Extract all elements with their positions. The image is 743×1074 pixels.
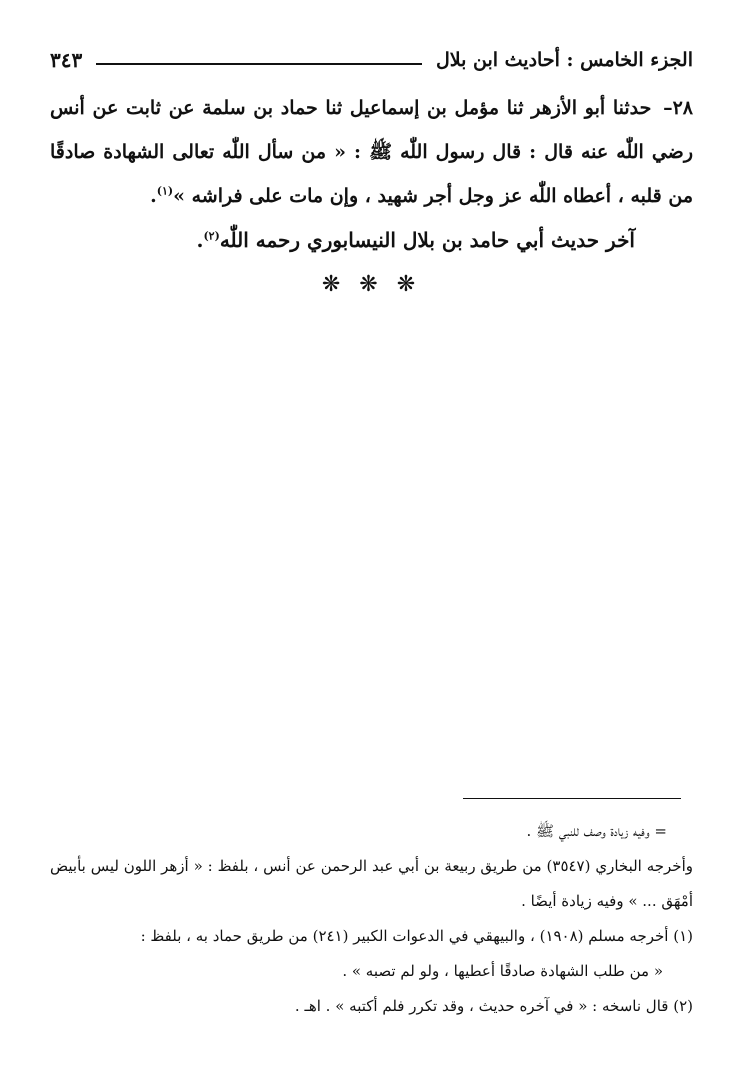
header-rule [96,63,422,65]
footnote-continuation-1: = وفيه زيادة وصف للنبي ﷺ . [526,822,667,840]
page-header [50,44,693,76]
closing-line [50,218,693,262]
hadith-text: حدثنا أبو الأزهر ثنا مؤمل بن إسماعيل ثنا حماد بن سلمة عن ثابت عن أنس رضي اللّٰه عنه قال : قال رسول اللّٰه ﷺ : « من سأل اللّٰه تعالى الشهادة صادقًا من قلبه ، أعطاه اللّٰه عز وجل أجر شهيد ، وإن مات على فراشه » [50,97,693,207]
footnote-continuation-2: وأخرجه البخاري (٣٥٤٧) من طريق ربيعة بن أبي عبد الرحمن عن أنس ، بلفظ : « أزهر اللون ليس بأبيض أمْهَق ... » وفيه زيادة أيضًا . [50,857,693,910]
section-ornament: ❋ ❋ ❋ [321,272,422,297]
footnotes [50,814,693,1024]
running-title: الجزء الخامس : أحاديث ابن بلال [435,49,693,71]
footnote-1-continued: « من طلب الشهادة صادقًا أعطيها ، ولو لم تصبه » . [342,962,663,980]
footnote-2: (٢) قال ناسخه : « في آخره حديث ، وقد تكرر فلم أكتبه » . اهـ . [294,997,693,1015]
footnote-ref-1[interactable]: (١) [156,184,174,198]
closing-text: آخر حديث أبي حامد بن بلال النيسابوري رحمه اللّٰه [219,228,635,252]
page-number: ٣٤٣ [50,48,83,72]
closing-end: . [196,228,204,252]
footnote-ref-2[interactable]: (٢) [203,229,220,243]
hadith-paragraph [50,86,693,218]
footnote-1: (١) أخرجه مسلم (١٩٠٨) ، والبيهقي في الدعوات الكبير (٢٤١) من طريق حماد به ، بلفظ : [140,927,693,945]
hadith-number: ٢٨– [663,97,693,119]
main-text [50,86,693,262]
footnote-separator [463,798,681,799]
hadith-end: . [150,185,157,207]
